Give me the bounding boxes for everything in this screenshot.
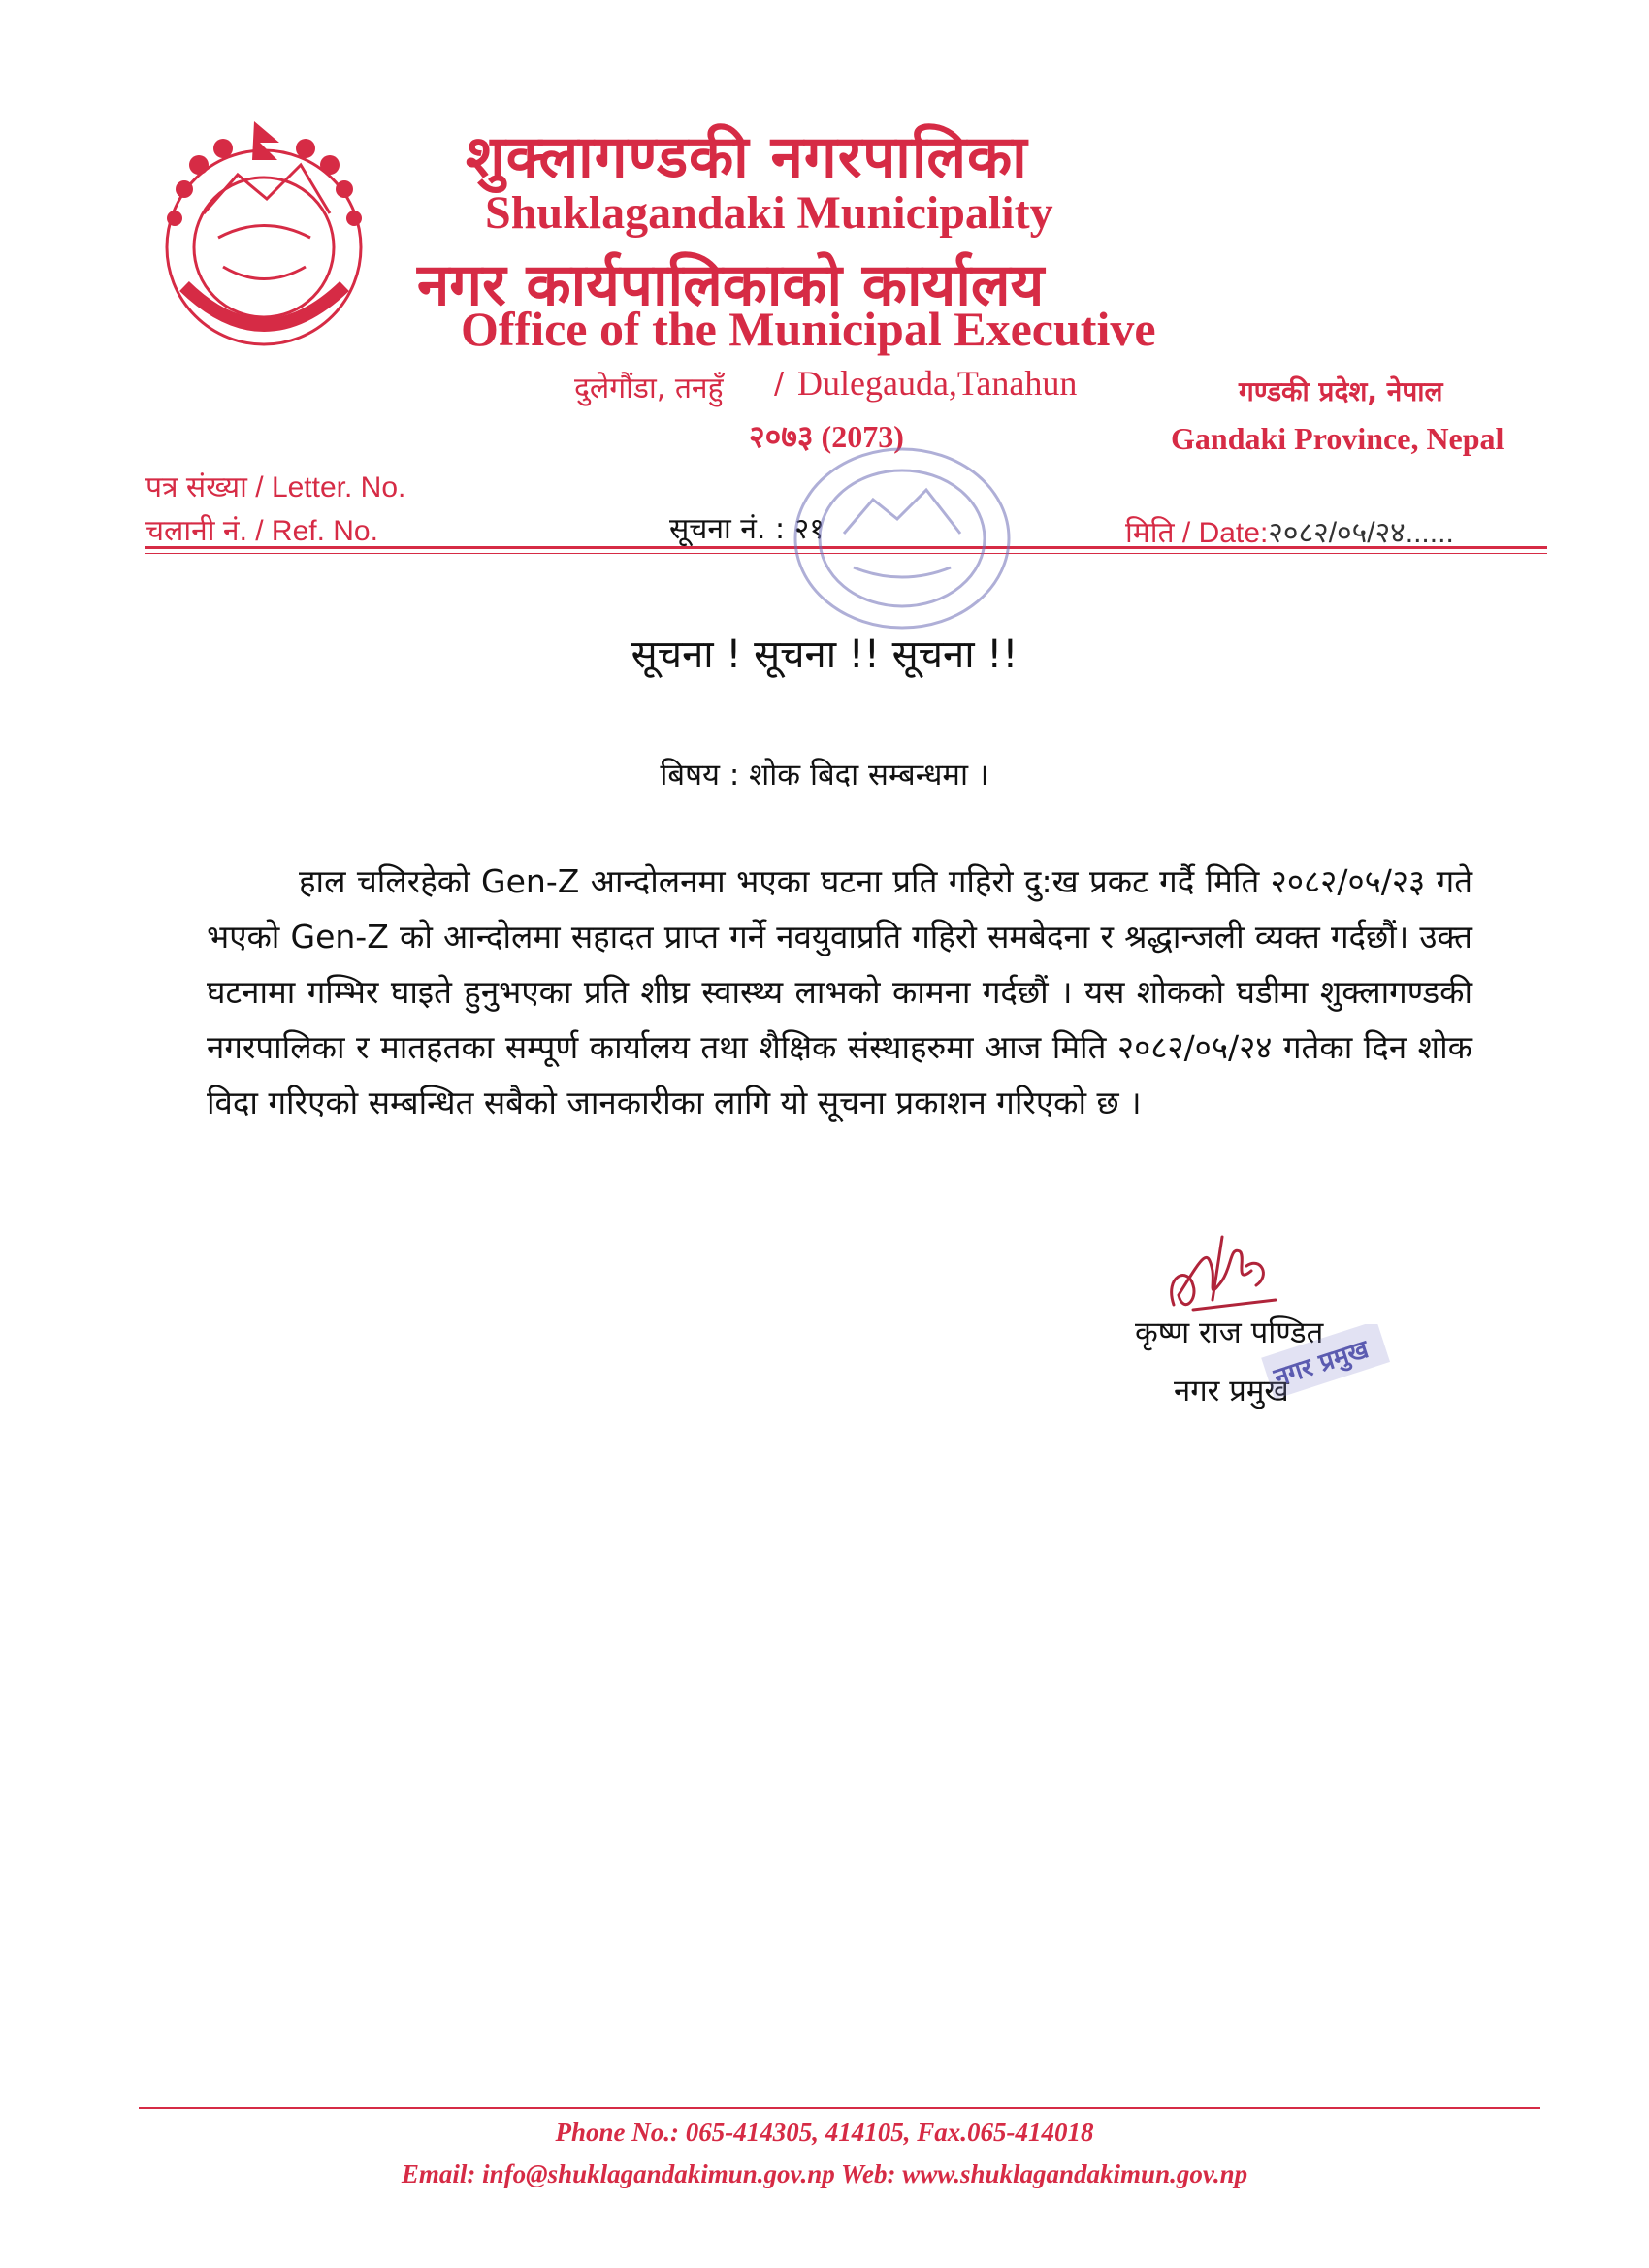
notice-body <box>207 854 1472 1130</box>
footer-phone: Phone No.: 065-414305, 414105, Fax.065-414018 <box>555 2118 1094 2147</box>
office-stamp-icon <box>786 441 1018 635</box>
notice-heading: सूचना ! सूचना !! सूचना !! <box>630 632 1018 677</box>
designation-stamp <box>1251 1324 1397 1402</box>
footer-email-web: Email: info@shuklagandakimun.gov.np Web: www.shuklagandakimun.gov.np <box>401 2159 1248 2188</box>
letter-number-label: पत्र संख्या / Letter. No. <box>146 471 406 503</box>
notice-body-paragraph: हाल चलिरहेको Gen-Z आन्दोलनमा भएका घटना प्रति गहिरो दु:ख प्रकट गर्दै मिति २०८२/०५/२३ गते भएको Gen-Z को आन्दोलमा सहादत प्राप्त गर्ने नवयुवाप्रति गहिरो समबेदना र श्रद्धान्जली व्यक्त गर्दछौं। उक्त घटनामा गम्भिर घाइते हुनुभएका प्रति शीघ्र स्वास्थ्य लाभको कामना गर्दछौं । यस शोकको घडीमा शुक्लागण्डकी नगरपालिका र मातहतका सम्पूर्ण कार्यालय तथा शैक्षिक संस्थाहरुमा आज मिति २०८२/०५/२४ गतेका दिन शोक विदा गरिएको सम्बन्धित सबैको जानकारीका लागि यो सूचना प्रकाशन गरिएको छ । <box>207 862 1472 1121</box>
office-name-english: Office of the Municipal Executive <box>461 302 1156 356</box>
reference-number-label: चलानी नं. / Ref. No. <box>146 515 378 547</box>
notice-number: सूचना नं. : २१ <box>669 512 824 546</box>
nepal-emblem-icon <box>146 121 383 359</box>
date-label: मिति / Date: <box>1125 517 1269 549</box>
address-english: Dulegauda,Tanahun <box>797 364 1078 403</box>
signatory-name: कृष्ण राज पण्डित <box>1135 1315 1324 1350</box>
designation-stamp-text: नगर प्रमुख <box>1270 1335 1373 1393</box>
address-nepali: दुलेगौंडा, तनहुँ <box>574 372 724 405</box>
notice-subject: बिषय : शोक बिदा सम्बन्धमा । <box>660 758 989 793</box>
established-year: २०७३ (2073) <box>749 419 904 454</box>
municipality-name-nepali: शुक्लागण्डकी नगरपालिका <box>466 123 1028 191</box>
date-value: २०८२/०५/२४...... <box>1268 517 1454 549</box>
province-nepali: गण्डकी प्रदेश, नेपाल <box>1239 375 1443 407</box>
address-separator: / <box>774 367 785 401</box>
date-field <box>1125 511 1454 551</box>
province-english: Gandaki Province, Nepal <box>1171 421 1504 456</box>
signatory-title: नगर प्रमुख <box>1174 1374 1289 1409</box>
office-name-nepali: नगर कार्यपालिकाको कार्यालय <box>417 251 1045 319</box>
footer-divider <box>139 2107 1540 2109</box>
municipality-name-english: Shuklagandaki Municipality <box>485 187 1053 239</box>
